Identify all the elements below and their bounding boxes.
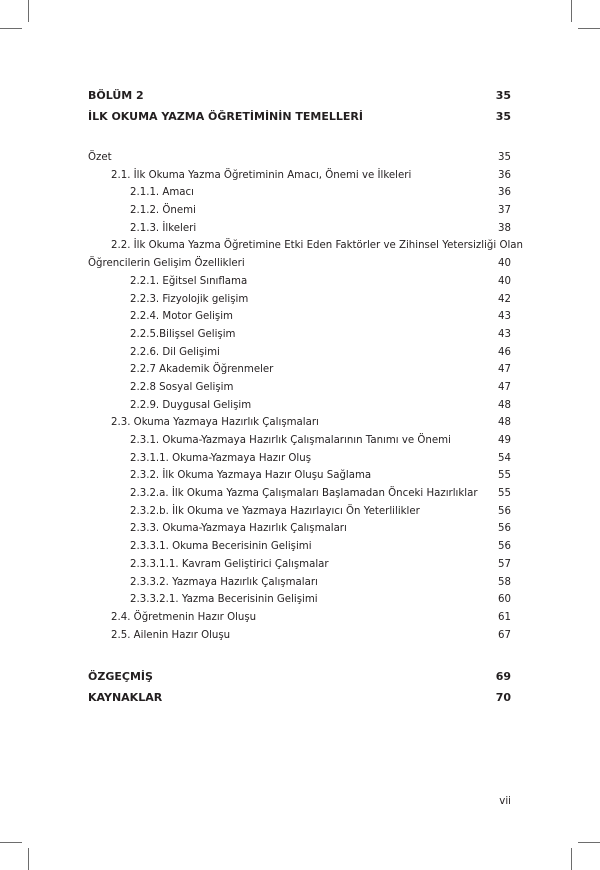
toc-entry-label: 2.3.1. Okuma-Yazmaya Hazırlık Çalışmalarının Tanımı ve Önemi <box>130 435 451 446</box>
toc-entry-label: 2.2.4. Motor Gelişim <box>130 311 233 323</box>
toc-entry-label: 2.4. Öğretmenin Hazır Oluşu <box>111 611 257 623</box>
toc-entry-page: 55 <box>498 470 511 482</box>
crop-mark <box>571 848 572 870</box>
toc-entry-page: 55 <box>498 488 511 500</box>
toc-entry-page: 36 <box>498 169 511 181</box>
toc-entry-page: 46 <box>498 346 511 358</box>
toc-entry <box>88 503 511 521</box>
toc-entry-page: 61 <box>498 611 511 623</box>
toc-entry <box>88 167 511 185</box>
table-of-contents <box>88 85 524 708</box>
toc-entry-page: 54 <box>498 452 511 464</box>
toc-entry <box>88 414 511 432</box>
crop-mark <box>578 842 600 843</box>
toc-entry-label: 2.1.3. İlkeleri <box>130 222 197 234</box>
toc-entry-label: 2.2.5.Bilişsel Gelişim <box>130 328 236 340</box>
toc-entry-label: 2.3.2. İlk Okuma Yazmaya Hazır Oluşu Sağlama <box>130 470 372 482</box>
toc-entry <box>88 326 511 344</box>
chapter-title: İLK OKUMA YAZMA ÖĞRETİMİNİN TEMELLERİ <box>88 110 363 123</box>
toc-entry <box>88 450 511 468</box>
toc-entry-page: 56 <box>498 505 511 517</box>
toc-entry <box>88 520 511 538</box>
toc-entry-page: 60 <box>498 594 511 606</box>
toc-entry <box>88 379 511 397</box>
toc-entry-page: 47 <box>498 364 511 376</box>
backmatter-page: 70 <box>495 691 511 705</box>
toc-entry-label: 2.2.8 Sosyal Gelişim <box>130 381 234 393</box>
toc-entry <box>88 237 524 255</box>
toc-entry <box>88 467 511 485</box>
toc-entry-page: 56 <box>498 541 511 553</box>
toc-entry-label: 2.2.3. Fizyolojik gelişim <box>130 293 249 305</box>
page-number: vii <box>499 796 511 807</box>
toc-entry <box>88 485 511 503</box>
toc-entry-label: 2.2.9. Duygusal Gelişim <box>130 399 252 411</box>
toc-entry-page: 49 <box>498 435 511 446</box>
toc-entry-label: 2.1.1. Amacı <box>130 187 194 199</box>
toc-entry <box>88 149 511 167</box>
toc-entry-page: 35 <box>498 152 511 163</box>
toc-entry <box>88 220 511 238</box>
toc-entry <box>88 344 511 362</box>
toc-entry-label: 2.3.1.1. Okuma-Yazmaya Hazır Oluş <box>130 452 312 464</box>
toc-entry <box>88 273 511 291</box>
toc-entry <box>88 202 511 220</box>
toc-entry-label: 2.3.3. Okuma-Yazmaya Hazırlık Çalışmaları <box>130 523 347 535</box>
toc-entry-label: Özet <box>88 152 112 163</box>
toc-entry <box>88 538 511 556</box>
toc-entry-page: 40 <box>498 275 511 287</box>
crop-mark <box>28 848 29 870</box>
crop-mark <box>0 842 22 843</box>
toc-entry <box>88 556 511 574</box>
backmatter-label: KAYNAKLAR <box>88 691 163 705</box>
backmatter-label: ÖZGEÇMİŞ <box>88 670 153 684</box>
toc-entry-page: 67 <box>498 629 511 641</box>
toc-entry-page: 36 <box>498 187 511 199</box>
toc-entry <box>88 255 511 273</box>
toc-entry-label: 2.3.3.2. Yazmaya Hazırlık Çalışmaları <box>130 576 318 588</box>
crop-mark <box>28 0 29 22</box>
chapter-title-page: 35 <box>495 110 511 123</box>
toc-entry <box>88 308 511 326</box>
toc-entry-page: 40 <box>498 258 511 270</box>
toc-entry-label: 2.3.2.a. İlk Okuma Yazma Çalışmaları Başlamadan Önceki Hazırlıklar <box>130 488 478 500</box>
toc-entry-page: 57 <box>498 558 511 570</box>
toc-entry-label: 2.3.3.2.1. Yazma Becerisinin Gelişimi <box>130 594 318 606</box>
toc-entry-label: 2.1.2. Önemi <box>130 205 196 217</box>
toc-entry-label: 2.3.3.1.1. Kavram Geliştirici Çalışmalar <box>130 558 329 570</box>
toc-entry-label: 2.1. İlk Okuma Yazma Öğretiminin Amacı, Önemi ve İlkeleri <box>111 169 412 181</box>
toc-entry <box>88 291 511 309</box>
chapter-number-row <box>88 85 511 106</box>
toc-entry-page: 38 <box>498 222 511 234</box>
toc-entry <box>88 432 511 450</box>
chapter-number-page: 35 <box>495 89 511 102</box>
toc-entry <box>88 361 511 379</box>
toc-entry-label: 2.2. İlk Okuma Yazma Öğretimine Etki Eden Faktörler ve Zihinsel Yetersizliği Olan <box>111 240 524 252</box>
toc-entry <box>88 591 511 609</box>
chapter-number: BÖLÜM 2 <box>88 89 144 102</box>
toc-entry-label: 2.2.1. Eğitsel Sınıflama <box>130 275 248 287</box>
toc-entry <box>88 627 511 645</box>
backmatter-entry <box>88 687 511 708</box>
toc-entry-page: 43 <box>498 311 511 323</box>
toc-entry-page: 37 <box>498 205 511 217</box>
toc-entry <box>88 184 511 202</box>
toc-entry-label: Öğrencilerin Gelişim Özellikleri <box>88 258 245 270</box>
crop-mark <box>578 28 600 29</box>
toc-entry-page: 43 <box>498 328 511 340</box>
backmatter-page: 69 <box>495 670 511 684</box>
toc-entry-page: 48 <box>498 417 511 429</box>
toc-entry-label: 2.3. Okuma Yazmaya Hazırlık Çalışmaları <box>111 417 319 429</box>
crop-mark <box>0 28 22 29</box>
toc-entry-label: 2.2.6. Dil Gelişimi <box>130 346 220 358</box>
toc-entry <box>88 397 511 415</box>
chapter-title-row <box>88 106 511 127</box>
toc-entry-label: 2.3.2.b. İlk Okuma ve Yazmaya Hazırlayıcı Ön Yeterlilikler <box>130 505 420 517</box>
toc-entry-page: 42 <box>498 293 511 305</box>
toc-entry-page: 56 <box>498 523 511 535</box>
toc-entry-label: 2.3.3.1. Okuma Becerisinin Gelişimi <box>130 541 312 553</box>
toc-entry-page: 47 <box>498 381 511 393</box>
toc-entry-page: 48 <box>498 399 511 411</box>
backmatter-entry <box>88 666 511 687</box>
toc-entry-label: 2.2.7 Akademik Öğrenmeler <box>130 364 274 376</box>
toc-entry-page: 58 <box>498 576 511 588</box>
toc-entry <box>88 609 511 627</box>
crop-mark <box>571 0 572 22</box>
toc-entry-label: 2.5. Ailenin Hazır Oluşu <box>111 629 231 641</box>
toc-entry <box>88 574 511 592</box>
